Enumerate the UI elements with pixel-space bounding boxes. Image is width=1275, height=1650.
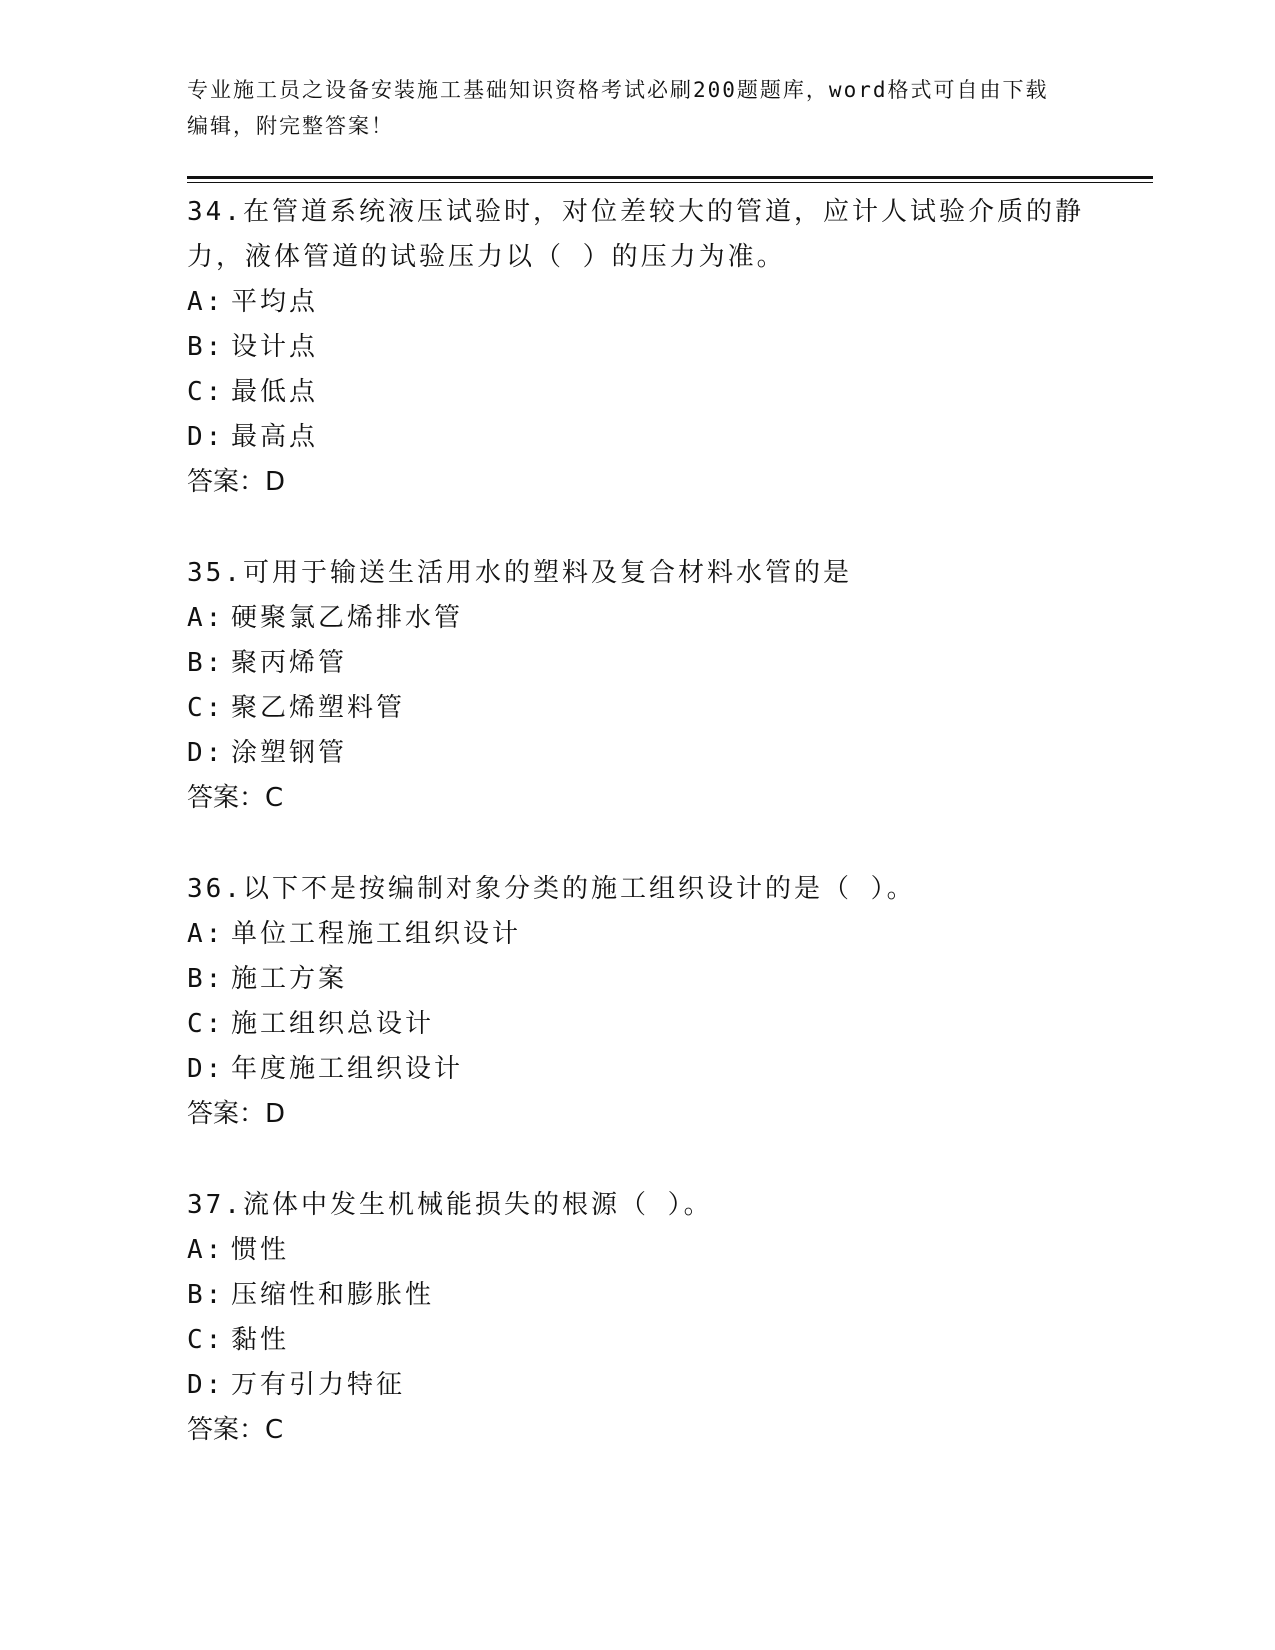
option-c (187, 1318, 1087, 1363)
option-letter: C: (187, 693, 225, 723)
question-35 (187, 551, 1087, 821)
option-c (187, 370, 1087, 415)
option-text: 施工组织总设计 (231, 1009, 435, 1039)
question-34 (187, 190, 1087, 505)
question-stem: 35.可用于输送生活用水的塑料及复合材料水管的是 (187, 558, 852, 588)
option-text: 硬聚氯乙烯排水管 (231, 603, 464, 633)
option-c (187, 686, 1087, 731)
answer-line: 答案：D (187, 1099, 286, 1129)
option-letter: A: (187, 287, 225, 317)
option-letter: C: (187, 1325, 225, 1355)
answer-line: 答案：C (187, 783, 284, 813)
option-b (187, 641, 1087, 686)
option-a (187, 280, 1087, 325)
header-divider-thin (187, 182, 1153, 183)
option-text: 施工方案 (231, 964, 348, 994)
answer-line: 答案：C (187, 1415, 284, 1445)
option-letter: B: (187, 1280, 225, 1310)
option-text: 年度施工组织设计 (231, 1054, 464, 1084)
option-letter: C: (187, 1009, 225, 1039)
option-text: 聚丙烯管 (231, 648, 348, 678)
option-b (187, 325, 1087, 370)
question-stem: 36.以下不是按编制对象分类的施工组织设计的是（ ）。 (187, 874, 916, 904)
option-d (187, 415, 1087, 460)
option-a (187, 912, 1087, 957)
option-letter: D: (187, 738, 225, 768)
option-d (187, 1047, 1087, 1092)
header-divider-thick (187, 176, 1153, 179)
option-text: 最低点 (231, 377, 319, 407)
option-text: 涂塑钢管 (231, 738, 348, 768)
option-d (187, 1363, 1087, 1408)
option-letter: B: (187, 648, 225, 678)
option-c (187, 1002, 1087, 1047)
question-list (187, 190, 1087, 1499)
document-header (187, 72, 1067, 144)
header-title: 专业施工员之设备安装施工基础知识资格考试必刷200题题库，word格式可自由下载编辑，附完整答案！ (187, 78, 1049, 138)
option-d (187, 731, 1087, 776)
option-letter: D: (187, 422, 225, 452)
question-stem: 34.在管道系统液压试验时，对位差较大的管道，应计人试验介质的静力，液体管道的试验压力以（ ）的压力为准。 (187, 197, 1084, 272)
question-37 (187, 1183, 1087, 1453)
option-a (187, 596, 1087, 641)
option-b (187, 957, 1087, 1002)
answer-line: 答案：D (187, 467, 286, 497)
option-letter: C: (187, 377, 225, 407)
option-letter: D: (187, 1054, 225, 1084)
option-b (187, 1273, 1087, 1318)
option-letter: A: (187, 919, 225, 949)
option-text: 平均点 (231, 287, 319, 317)
question-36 (187, 867, 1087, 1137)
option-text: 设计点 (231, 332, 319, 362)
option-letter: B: (187, 332, 225, 362)
option-text: 惯性 (231, 1235, 290, 1265)
option-text: 黏性 (231, 1325, 290, 1355)
option-text: 压缩性和膨胀性 (231, 1280, 435, 1310)
option-a (187, 1228, 1087, 1273)
option-text: 聚乙烯塑料管 (231, 693, 406, 723)
option-letter: A: (187, 1235, 225, 1265)
option-letter: B: (187, 964, 225, 994)
question-stem: 37.流体中发生机械能损失的根源（ ）。 (187, 1190, 713, 1220)
option-text: 万有引力特征 (231, 1370, 406, 1400)
option-letter: D: (187, 1370, 225, 1400)
option-text: 单位工程施工组织设计 (231, 919, 522, 949)
option-text: 最高点 (231, 422, 319, 452)
option-letter: A: (187, 603, 225, 633)
